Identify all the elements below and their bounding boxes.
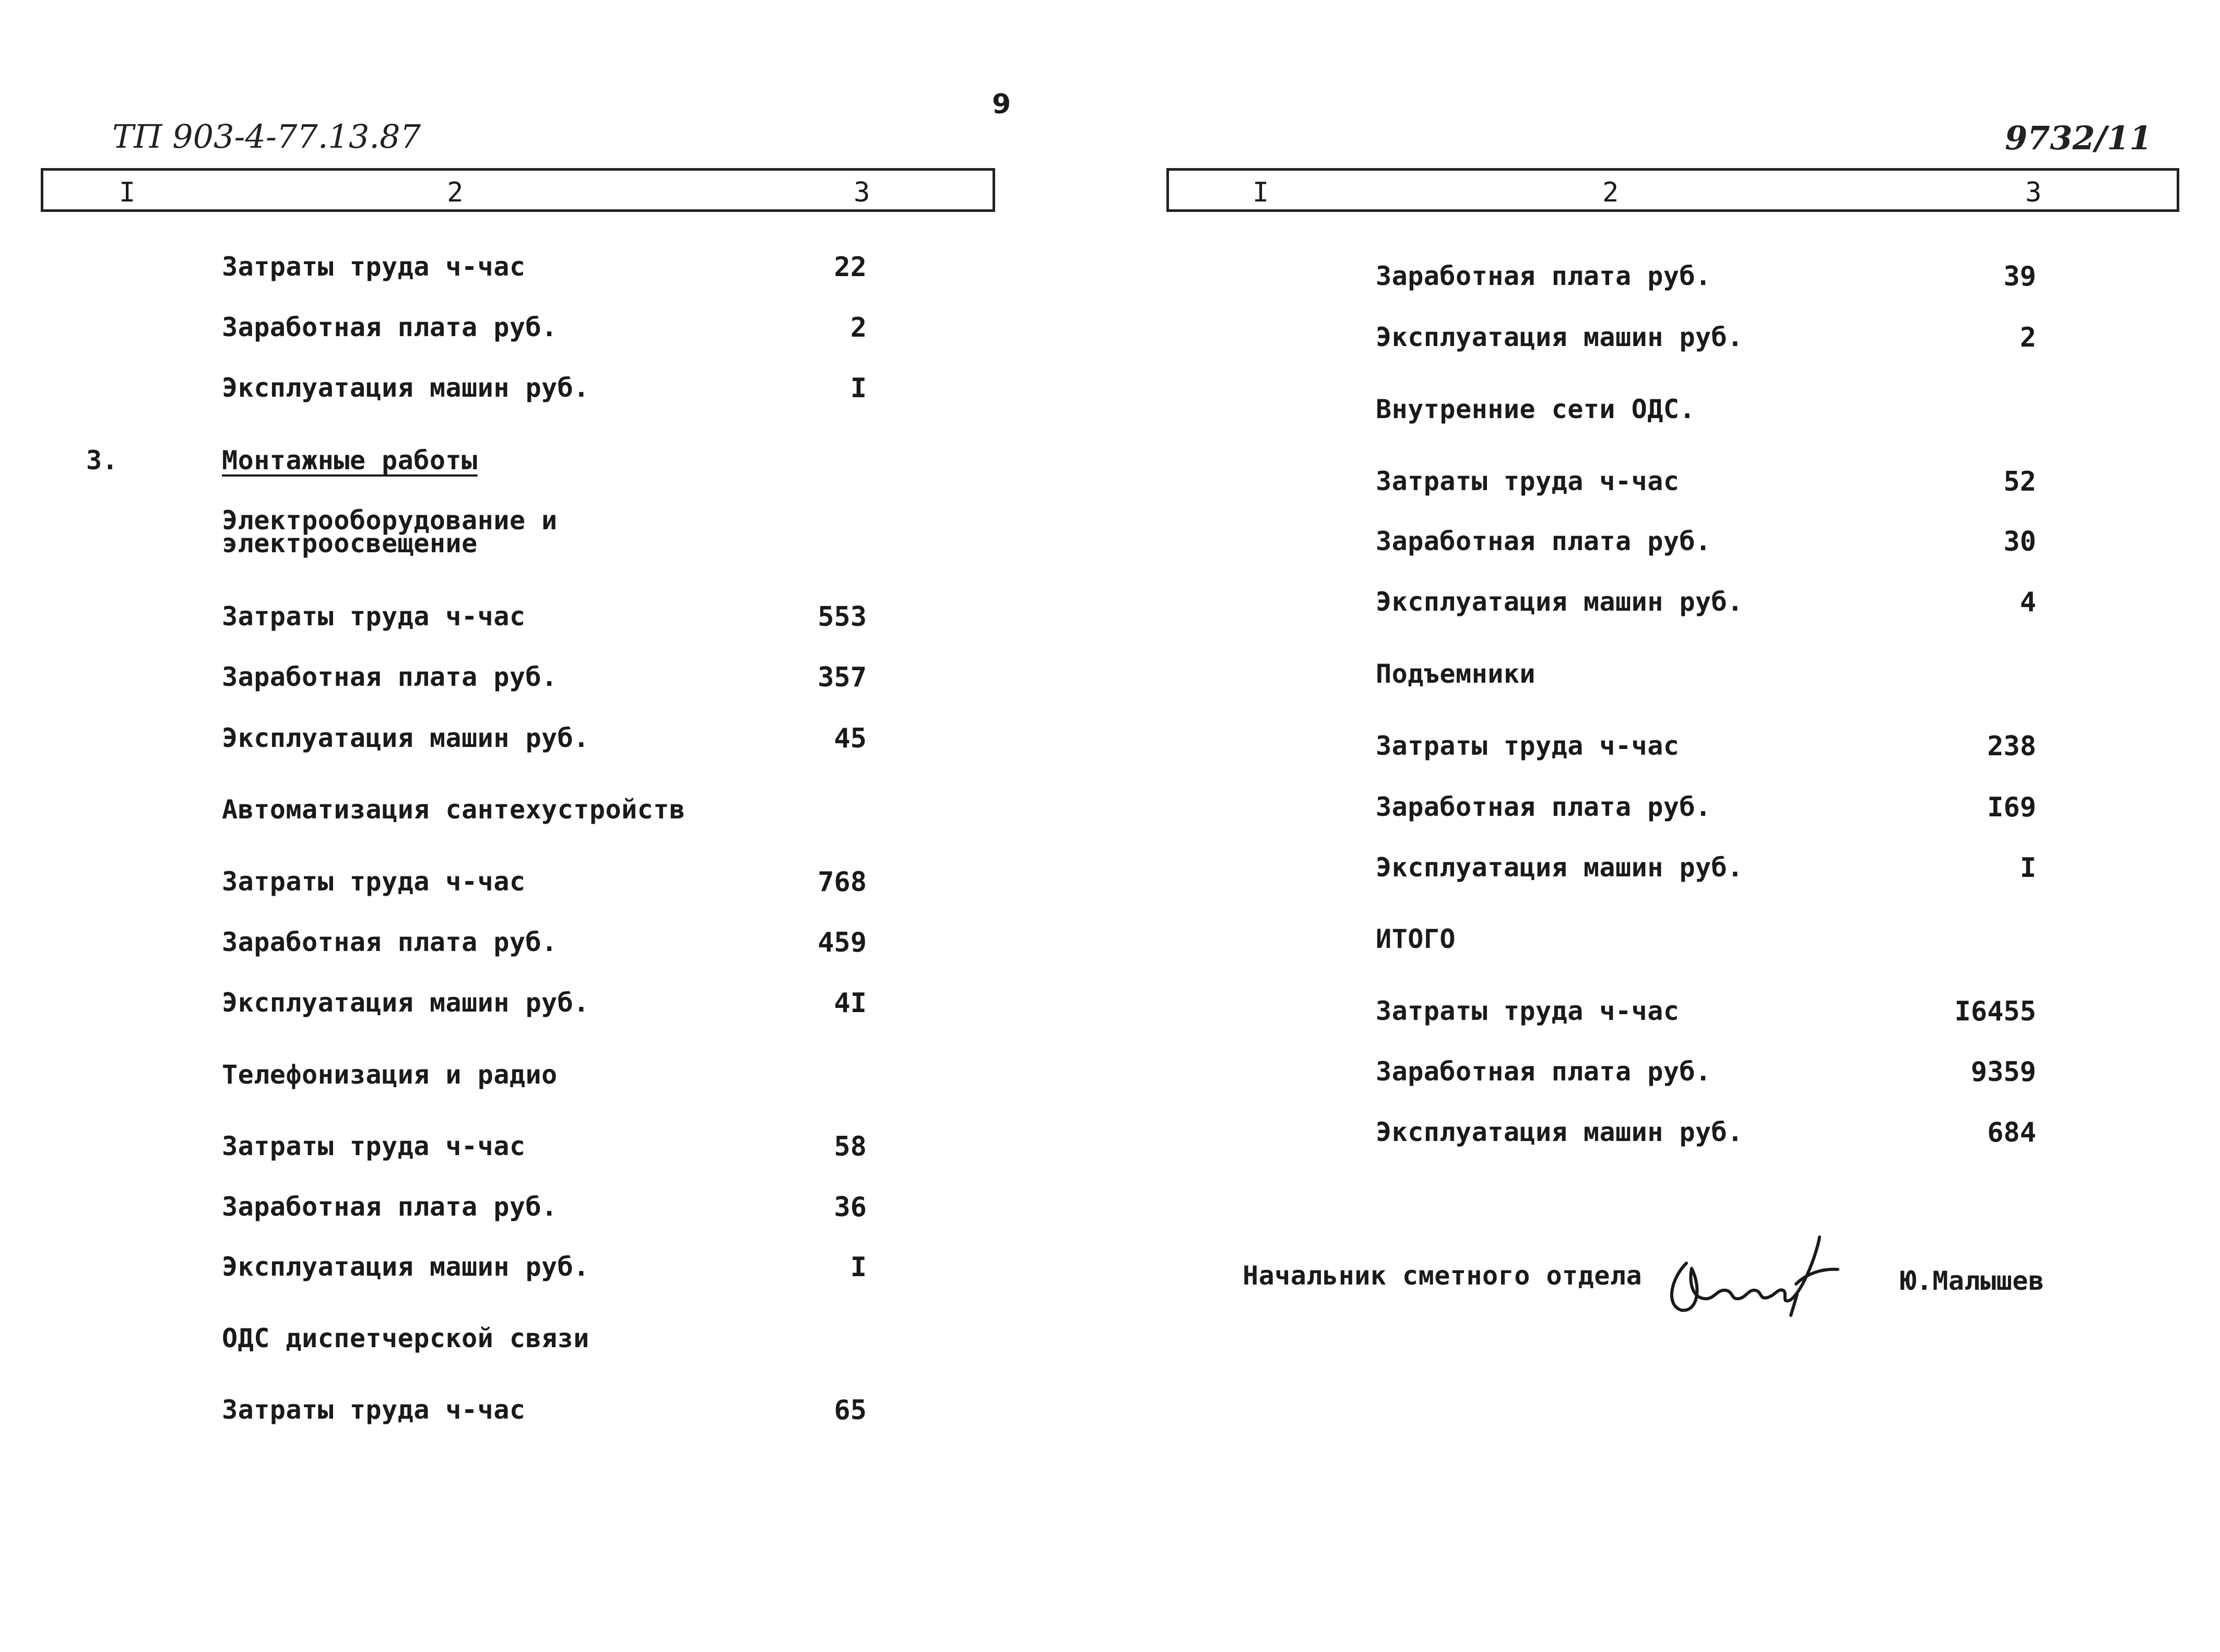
right-table-header: [1166, 168, 2179, 212]
row-label: Затраты труда ч-час: [1376, 996, 1680, 1026]
row-value: 58: [834, 1131, 867, 1162]
row-label: Затраты труда ч-час: [1376, 466, 1680, 496]
row-value: 45: [834, 723, 867, 754]
group-title-total: ИТОГО: [1376, 924, 1456, 954]
row-label: Эксплуатация машин руб.: [1376, 587, 1743, 617]
row-label: Заработная плата руб.: [1376, 261, 1711, 291]
row-value: I69: [1987, 792, 2036, 823]
row-label: Затраты труда ч-час: [1376, 731, 1680, 761]
left-table-header: [41, 168, 995, 212]
signatory-position: Начальник сметного отдела: [1243, 1261, 1643, 1291]
left-col-1-header: I: [119, 177, 136, 208]
row-value: 238: [1987, 731, 2036, 762]
row-value: 52: [2003, 466, 2036, 497]
row-value: I: [2020, 852, 2036, 884]
row-value: 4: [2020, 587, 2036, 618]
row-value: 459: [818, 927, 867, 958]
left-col-2-header: 2: [447, 177, 464, 208]
row-value: 2: [2020, 322, 2036, 353]
group-title: Подъемники: [1376, 659, 1536, 689]
row-value: I: [850, 373, 867, 404]
row-label: Эксплуатация машин руб.: [222, 988, 589, 1018]
row-value: 36: [834, 1192, 867, 1223]
row-label: Затраты труда ч-час: [222, 252, 526, 282]
page-number: 9: [992, 89, 1011, 120]
row-value: 357: [818, 662, 867, 693]
row-label: Заработная плата руб.: [222, 312, 558, 342]
row-value: 2: [850, 312, 867, 343]
row-value: 684: [1987, 1117, 2036, 1148]
row-label: Затраты труда ч-час: [222, 866, 526, 897]
group-title-line: Электрооборудование и: [222, 505, 558, 536]
row-label: Затраты труда ч-час: [222, 1395, 526, 1425]
row-label: Заработная плата руб.: [1376, 1056, 1711, 1087]
row-value: 4I: [834, 988, 867, 1019]
row-label: Заработная плата руб.: [222, 1192, 558, 1222]
row-value: 65: [834, 1395, 867, 1426]
sheet-code: 9732/11: [2005, 119, 2152, 157]
row-value: 553: [818, 601, 867, 633]
row-label: Заработная плата руб.: [1376, 526, 1711, 556]
row-label: Эксплуатация машин руб.: [222, 723, 589, 753]
row-value: I6455: [1954, 996, 2036, 1027]
row-value: 30: [2003, 526, 2036, 557]
section-number: 3.: [86, 445, 119, 476]
row-label: Затраты труда ч-час: [222, 601, 526, 632]
row-label: Эксплуатация машин руб.: [1376, 1117, 1743, 1147]
right-col-3-header: 3: [2025, 177, 2042, 208]
row-label: Эксплуатация машин руб.: [222, 373, 589, 403]
row-label: Заработная плата руб.: [222, 662, 558, 692]
row-label: Эксплуатация машин руб.: [1376, 322, 1743, 352]
row-value: 22: [834, 252, 867, 283]
row-label: Эксплуатация машин руб.: [1376, 852, 1743, 883]
group-title-electrical: [222, 505, 558, 558]
row-value: 39: [2003, 261, 2036, 292]
row-label: Эксплуатация машин руб.: [222, 1252, 589, 1282]
group-title: Телефонизация и радио: [222, 1060, 558, 1090]
group-title: ОДС диспетчерской связи: [222, 1323, 589, 1353]
group-title: Автоматизация сантехустройств: [222, 794, 686, 825]
left-col-3-header: 3: [854, 177, 870, 208]
document-code: ТП 903-4-77.13.87: [112, 117, 421, 156]
row-label: Заработная плата руб.: [1376, 792, 1711, 822]
row-label: Заработная плата руб.: [222, 927, 558, 957]
group-title-line: электроосвещение: [222, 528, 478, 558]
group-title: Внутренние сети ОДС.: [1376, 394, 1696, 424]
row-value: 768: [818, 866, 867, 898]
row-value: 9359: [1970, 1056, 2036, 1088]
row-label: Затраты труда ч-час: [222, 1131, 526, 1161]
section-title: Монтажные работы: [222, 445, 478, 476]
signatory-name: Ю.Малышев: [1900, 1266, 2045, 1296]
right-col-2-header: 2: [1602, 177, 1619, 208]
right-col-1-header: I: [1253, 177, 1269, 208]
row-value: I: [850, 1252, 867, 1283]
signature-image: [1660, 1232, 1848, 1321]
